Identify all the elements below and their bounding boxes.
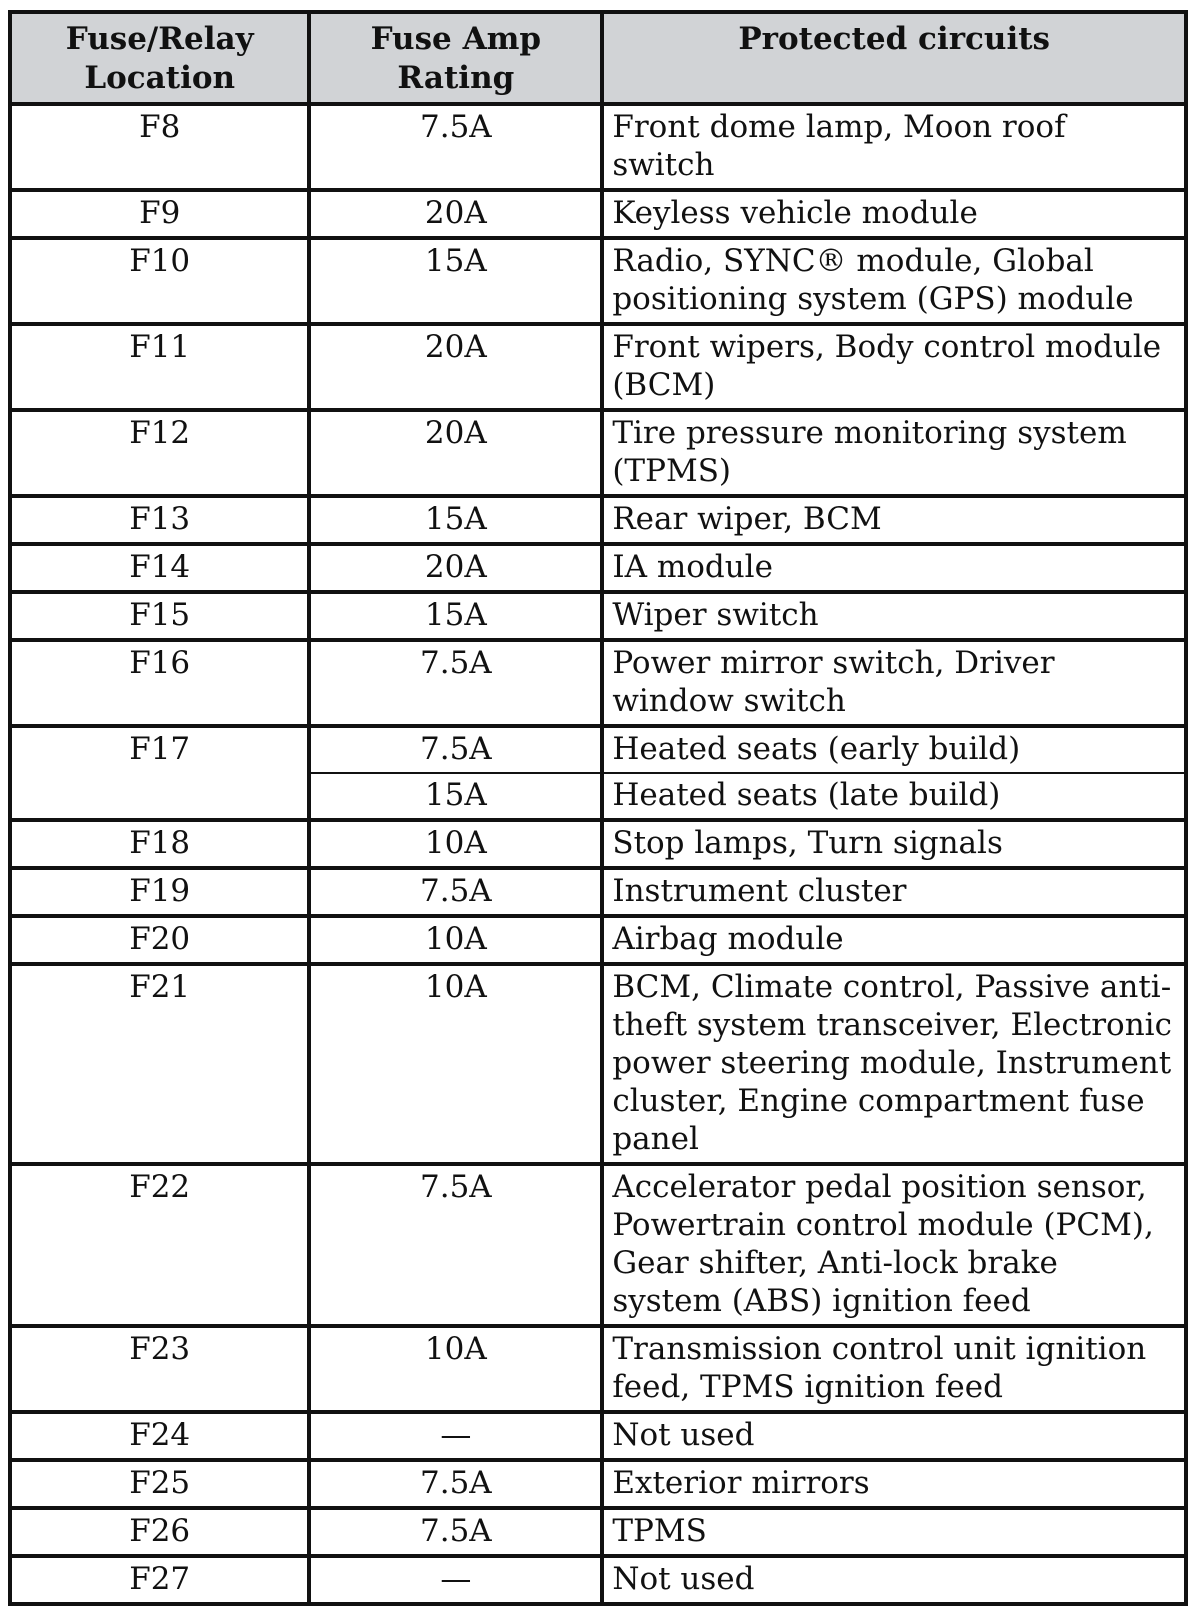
fuse-location: F15 bbox=[10, 592, 309, 640]
table-row bbox=[10, 592, 1186, 640]
protected-circuits: IA module bbox=[602, 544, 1186, 592]
header-amp-rating: Fuse Amp Rating bbox=[309, 12, 602, 104]
amp-rating: 15A bbox=[309, 496, 602, 544]
protected-circuits: TPMS bbox=[602, 1508, 1186, 1556]
table-row bbox=[10, 544, 1186, 592]
fuse-location: F21 bbox=[10, 964, 309, 1164]
amp-rating: 15A bbox=[309, 773, 602, 820]
amp-rating: 10A bbox=[309, 916, 602, 964]
table-row bbox=[10, 1412, 1186, 1460]
protected-circuits: Not used bbox=[602, 1412, 1186, 1460]
table-row bbox=[10, 964, 1186, 1164]
fuse-location: F20 bbox=[10, 916, 309, 964]
protected-circuits: Heated seats (late build) bbox=[602, 773, 1186, 820]
protected-circuits: Exterior mirrors bbox=[602, 1460, 1186, 1508]
fuse-location: F22 bbox=[10, 1164, 309, 1326]
amp-rating: — bbox=[309, 1556, 602, 1604]
amp-rating: 20A bbox=[309, 324, 602, 410]
table-row bbox=[10, 1508, 1186, 1556]
protected-circuits: Instrument cluster bbox=[602, 868, 1186, 916]
protected-circuits: Front dome lamp, Moon roof switch bbox=[602, 104, 1186, 190]
table-row bbox=[10, 640, 1186, 726]
fuse-location: F19 bbox=[10, 868, 309, 916]
table-row bbox=[10, 238, 1186, 324]
amp-rating: 7.5A bbox=[309, 868, 602, 916]
table-row bbox=[10, 1326, 1186, 1412]
fuse-location: F25 bbox=[10, 1460, 309, 1508]
protected-circuits: Accelerator pedal position sensor, Powertrain control module (PCM), Gear shifter, Anti-lock brake system (ABS) ignition feed bbox=[602, 1164, 1186, 1326]
amp-rating: 7.5A bbox=[309, 1508, 602, 1556]
amp-rating: — bbox=[309, 1412, 602, 1460]
fuse-location: F14 bbox=[10, 544, 309, 592]
amp-rating: 20A bbox=[309, 544, 602, 592]
table-row bbox=[10, 496, 1186, 544]
protected-circuits: Power mirror switch, Driver window switch bbox=[602, 640, 1186, 726]
protected-circuits: Radio, SYNC® module, Global positioning system (GPS) module bbox=[602, 238, 1186, 324]
amp-rating: 15A bbox=[309, 592, 602, 640]
protected-circuits: Front wipers, Body control module (BCM) bbox=[602, 324, 1186, 410]
fuse-location: F12 bbox=[10, 410, 309, 496]
protected-circuits: Tire pressure monitoring system (TPMS) bbox=[602, 410, 1186, 496]
fuse-location: F13 bbox=[10, 496, 309, 544]
amp-rating: 20A bbox=[309, 410, 602, 496]
protected-circuits: Airbag module bbox=[602, 916, 1186, 964]
fuse-location: F27 bbox=[10, 1556, 309, 1604]
protected-circuits: BCM, Climate control, Passive anti-theft system transceiver, Electronic power steering module, Instrument cluster, Engine compartment fuse panel bbox=[602, 964, 1186, 1164]
header-protected-circuits: Protected circuits bbox=[602, 12, 1186, 104]
table-row bbox=[10, 104, 1186, 190]
amp-rating: 20A bbox=[309, 190, 602, 238]
amp-rating: 15A bbox=[309, 238, 602, 324]
protected-circuits: Stop lamps, Turn signals bbox=[602, 820, 1186, 868]
fuse-table bbox=[8, 10, 1188, 1606]
table-row bbox=[10, 1556, 1186, 1604]
fuse-location: F8 bbox=[10, 104, 309, 190]
table-row bbox=[10, 726, 1186, 773]
fuse-location: F10 bbox=[10, 238, 309, 324]
fuse-location: F26 bbox=[10, 1508, 309, 1556]
amp-rating: 10A bbox=[309, 820, 602, 868]
fuse-location: F24 bbox=[10, 1412, 309, 1460]
amp-rating: 7.5A bbox=[309, 726, 602, 773]
protected-circuits: Transmission control unit ignition feed, TPMS ignition feed bbox=[602, 1326, 1186, 1412]
amp-rating: 10A bbox=[309, 1326, 602, 1412]
amp-rating: 7.5A bbox=[309, 640, 602, 726]
protected-circuits: Not used bbox=[602, 1556, 1186, 1604]
table-row bbox=[10, 916, 1186, 964]
fuse-location: F16 bbox=[10, 640, 309, 726]
protected-circuits: Keyless vehicle module bbox=[602, 190, 1186, 238]
amp-rating: 7.5A bbox=[309, 104, 602, 190]
amp-rating: 7.5A bbox=[309, 1460, 602, 1508]
table-row bbox=[10, 410, 1186, 496]
amp-rating: 7.5A bbox=[309, 1164, 602, 1326]
table-row bbox=[10, 324, 1186, 410]
fuse-location: F11 bbox=[10, 324, 309, 410]
header-row bbox=[10, 12, 1186, 104]
protected-circuits: Heated seats (early build) bbox=[602, 726, 1186, 773]
fuse-location: F23 bbox=[10, 1326, 309, 1412]
table-row bbox=[10, 820, 1186, 868]
amp-rating: 10A bbox=[309, 964, 602, 1164]
fuse-location: F17 bbox=[10, 726, 309, 820]
table-row bbox=[10, 190, 1186, 238]
table-row bbox=[10, 1164, 1186, 1326]
protected-circuits: Rear wiper, BCM bbox=[602, 496, 1186, 544]
table-row bbox=[10, 868, 1186, 916]
fuse-location: F18 bbox=[10, 820, 309, 868]
header-location: Fuse/Relay Location bbox=[10, 12, 309, 104]
protected-circuits: Wiper switch bbox=[602, 592, 1186, 640]
table-row bbox=[10, 1460, 1186, 1508]
fuse-location: F9 bbox=[10, 190, 309, 238]
